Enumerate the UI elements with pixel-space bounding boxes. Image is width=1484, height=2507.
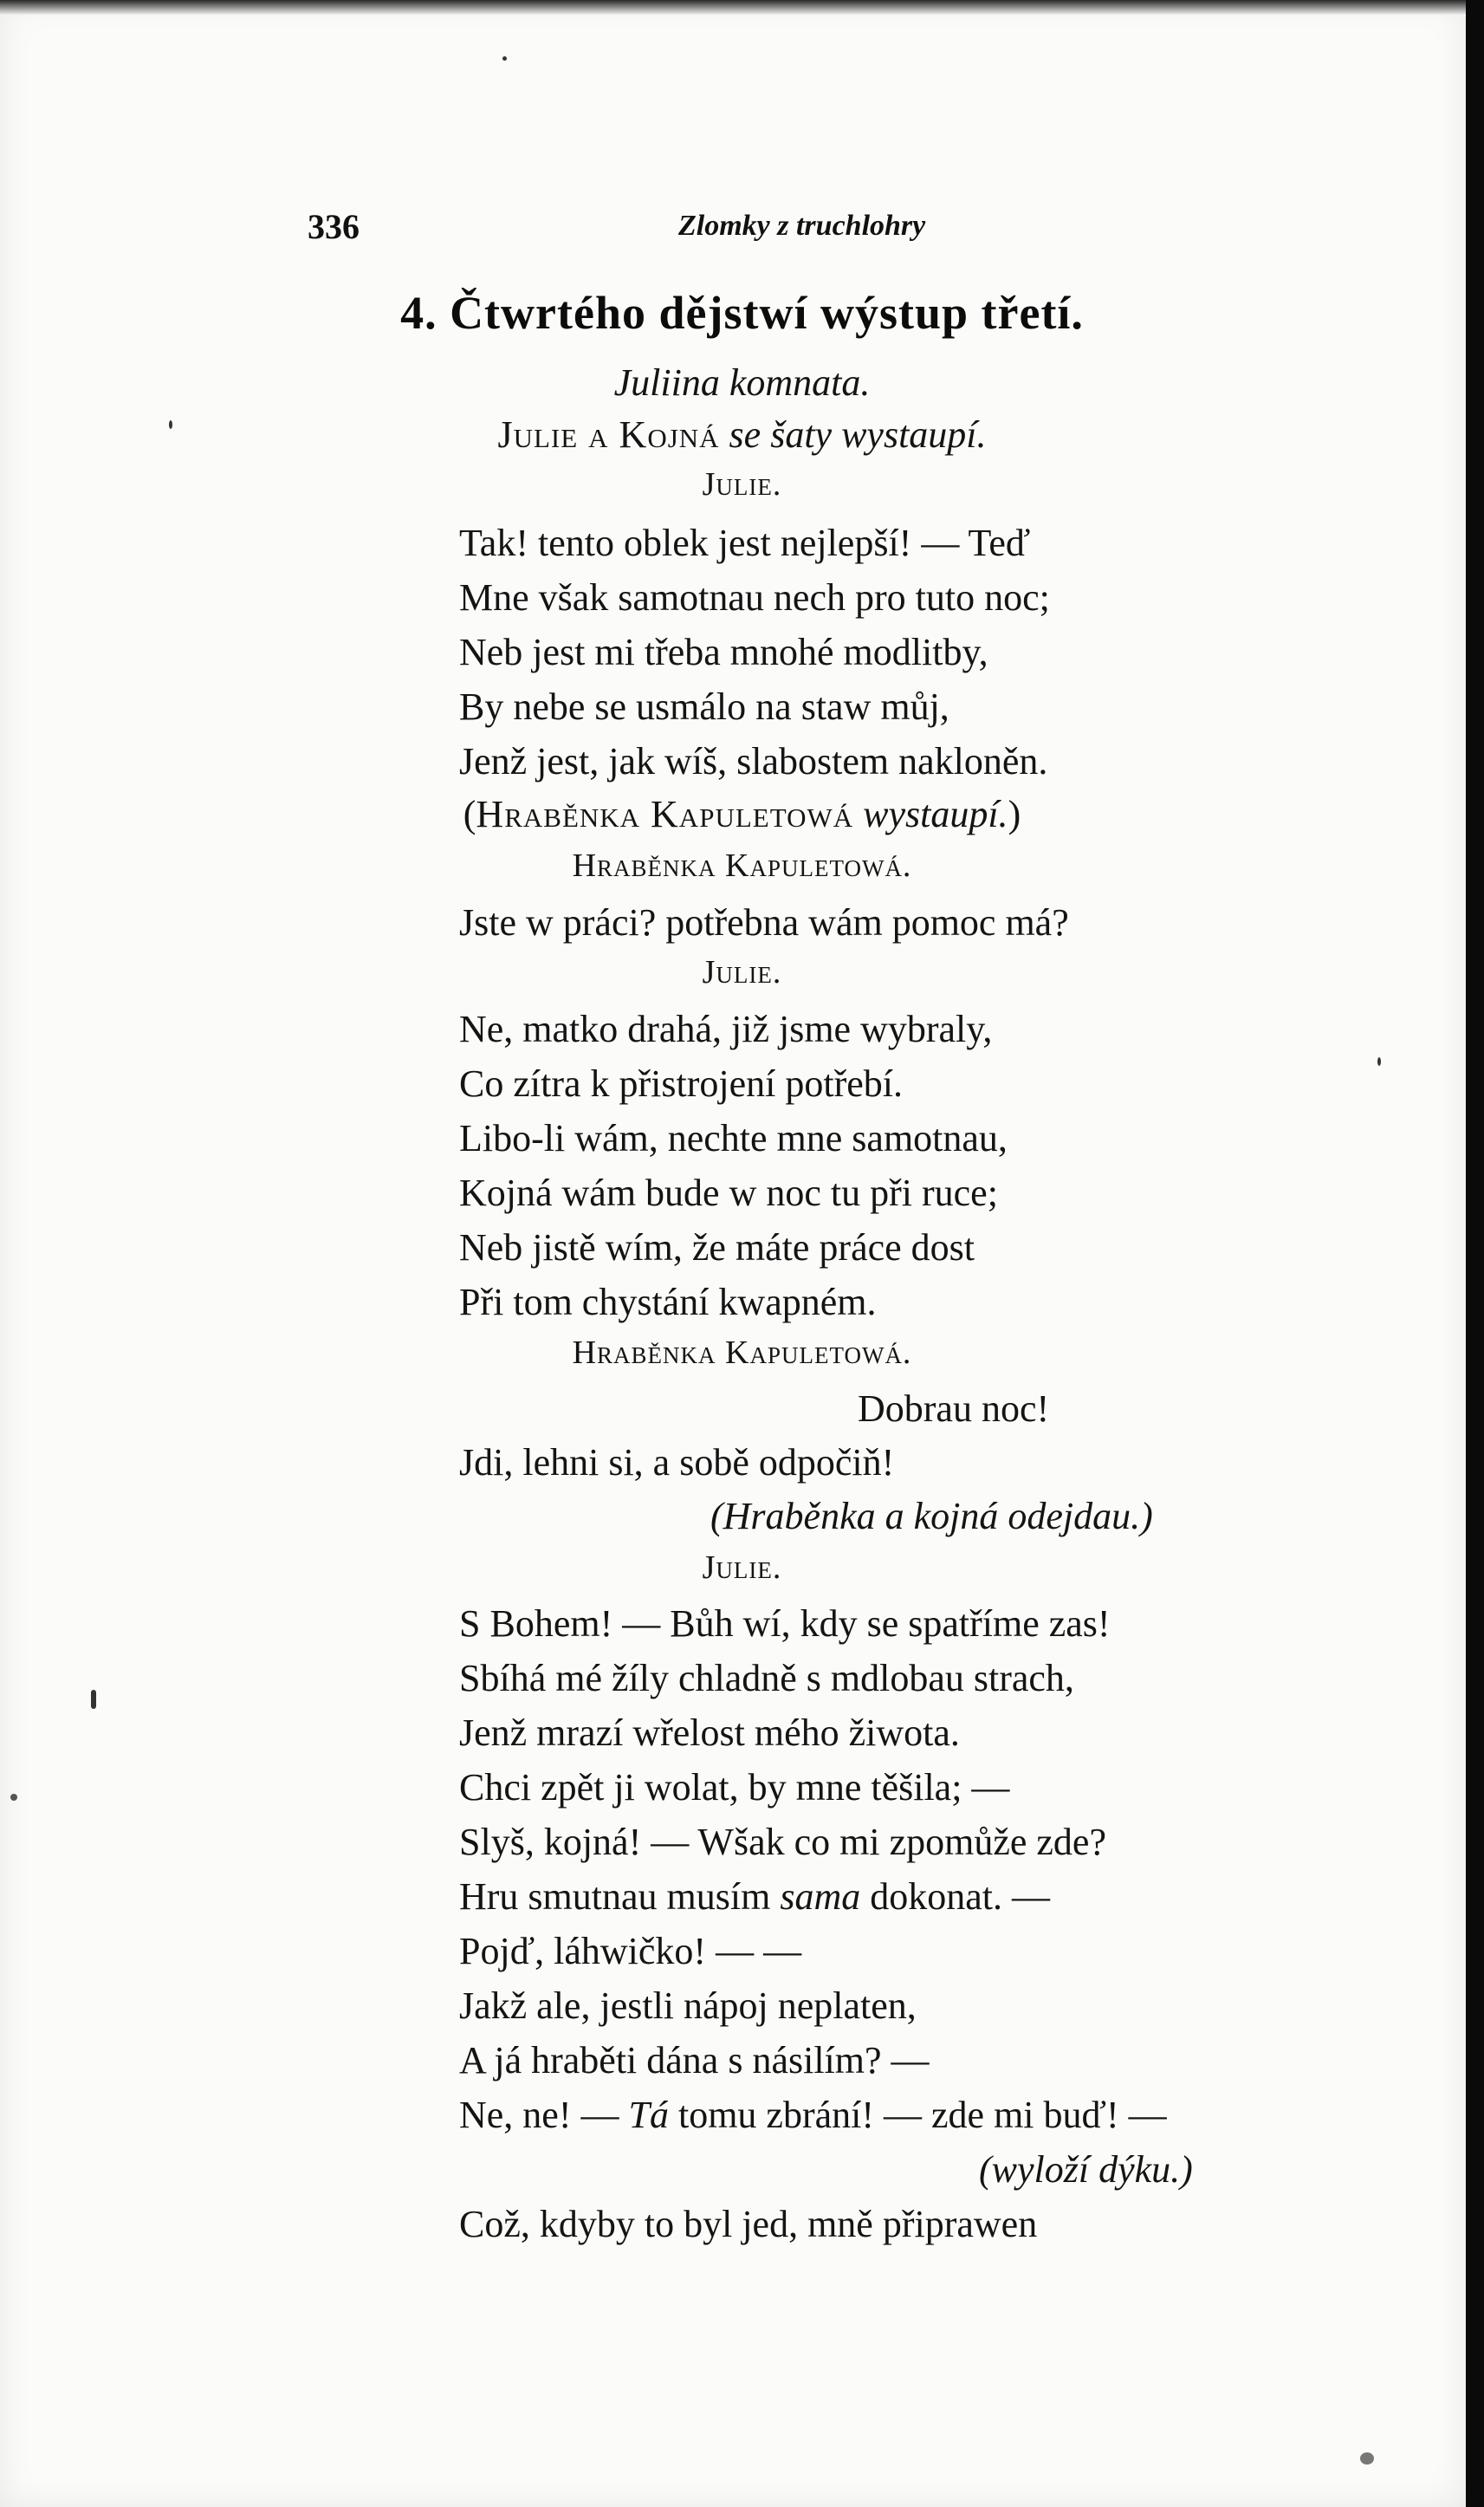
stage-direction-2: (Hraběnka a kojná odejdau.) bbox=[710, 1495, 1153, 1537]
verse-line-24-emphasis: Tá bbox=[628, 2094, 669, 2136]
stage-direction-1-close: ) bbox=[1008, 793, 1021, 835]
verse-line-11: Neb jistě wím, že máte práce dost bbox=[459, 1226, 975, 1269]
entrance-names: Julie a Kojná bbox=[497, 413, 720, 456]
verse-line-24 bbox=[459, 2096, 1167, 2134]
verse-line-20-c: dokonat. — bbox=[870, 1875, 1050, 1918]
verse-line-1: Tak! tento oblek jest nejlepší! — Teď bbox=[459, 522, 1031, 564]
verse-line-3: Neb jest mi třeba mnohé modlitby, bbox=[459, 631, 988, 673]
scan-speck bbox=[1360, 2452, 1374, 2465]
speaker-julie-2: Julie. bbox=[702, 954, 782, 990]
verse-line-23: A já hraběti dána s násilím? — bbox=[459, 2039, 930, 2082]
verse-line-15: S Bohem! — Bůh wí, kdy se spatříme zas! bbox=[459, 1602, 1111, 1645]
verse-line-20 bbox=[459, 1875, 1050, 1918]
verse-line-16: Sbíhá mé žíly chladně s mdlobau strach, bbox=[459, 1657, 1074, 1699]
verse-line-13: Dobrau noc! bbox=[858, 1387, 1050, 1430]
stage-direction-3: (wyloží dýku.) bbox=[979, 2148, 1193, 2191]
verse-line-7: Ne, matko drahá, již jsme wybraly, bbox=[459, 1008, 993, 1050]
entrance-action: se šaty wystaupí. bbox=[729, 413, 987, 456]
verse-line-9: Libo-li wám, nechte mne samotnau, bbox=[459, 1117, 1008, 1159]
verse-line-4: By nebe se usmálo na staw můj, bbox=[459, 685, 949, 728]
speaker-hrabenka-1: Hraběnka Kapuletowá. bbox=[572, 848, 912, 884]
verse-line-24-a: Ne, ne! — bbox=[459, 2094, 629, 2136]
scan-top-edge bbox=[0, 0, 1484, 16]
verse-line-5: Jenž jest, jak wíš, slabostem nakloněn. bbox=[459, 740, 1048, 783]
verse-line-14: Jdi, lehni si, a sobě odpočiň! bbox=[459, 1441, 895, 1484]
scan-speck bbox=[169, 420, 172, 429]
verse-line-17: Jenž mrazí wřelost mého žiwota. bbox=[459, 1711, 960, 1754]
verse-line-19: Slyš, kojná! — Wšak co mi zpomůže zde? bbox=[459, 1821, 1106, 1863]
speaker-hrabenka-2: Hraběnka Kapuletowá. bbox=[572, 1335, 912, 1371]
stage-direction-1-name: Hraběnka Kapuletowá bbox=[476, 793, 854, 835]
scene-title: 4. Čtwrtého dějstwí wýstup třetí. bbox=[400, 287, 1084, 339]
scan-speck bbox=[502, 56, 507, 61]
speaker-julie-3: Julie. bbox=[702, 1549, 782, 1586]
page-header bbox=[308, 206, 1001, 250]
verse-line-8: Co zítra k přistrojení potřebí. bbox=[459, 1062, 903, 1105]
scan-speck bbox=[10, 1794, 17, 1801]
running-head: Zlomky z truchlohry bbox=[678, 210, 926, 242]
verse-line-2: Mne však samotnau nech pro tuto noc; bbox=[459, 576, 1050, 619]
verse-line-10: Kojná wám bude w noc tu při ruce; bbox=[459, 1172, 998, 1214]
verse-line-6: Jste w práci? potřebna wám pomoc má? bbox=[459, 901, 1069, 944]
verse-line-25: Což, kdyby to byl jed, mně připrawen bbox=[459, 2203, 1038, 2245]
scan-speck bbox=[91, 1690, 96, 1709]
speaker-julie-1: Julie. bbox=[702, 466, 782, 503]
page-number: 336 bbox=[308, 207, 360, 246]
verse-line-21: Pojď, láhwičko! — — bbox=[459, 1930, 802, 1972]
verse-line-22: Jakž ale, jestli nápoj neplaten, bbox=[459, 1984, 917, 2027]
verse-line-20-emphasis: sama bbox=[780, 1875, 861, 1918]
scene-place: Juliina komnata. bbox=[613, 361, 871, 404]
entrance-direction bbox=[0, 413, 1484, 456]
scan-speck bbox=[1377, 1057, 1381, 1066]
verse-line-18: Chci zpět ji wolat, by mne těšila; — bbox=[459, 1766, 1010, 1809]
verse-line-12: Při tom chystání kwapném. bbox=[459, 1281, 877, 1323]
stage-direction-1 bbox=[0, 793, 1484, 835]
verse-line-20-a: Hru smutnau musím bbox=[459, 1875, 771, 1918]
stage-direction-1-open: ( bbox=[463, 793, 476, 835]
verse-line-24-c: tomu zbrání! — zde mi buď! — bbox=[668, 2094, 1167, 2136]
stage-direction-1-action: wystaupí. bbox=[863, 793, 1008, 835]
